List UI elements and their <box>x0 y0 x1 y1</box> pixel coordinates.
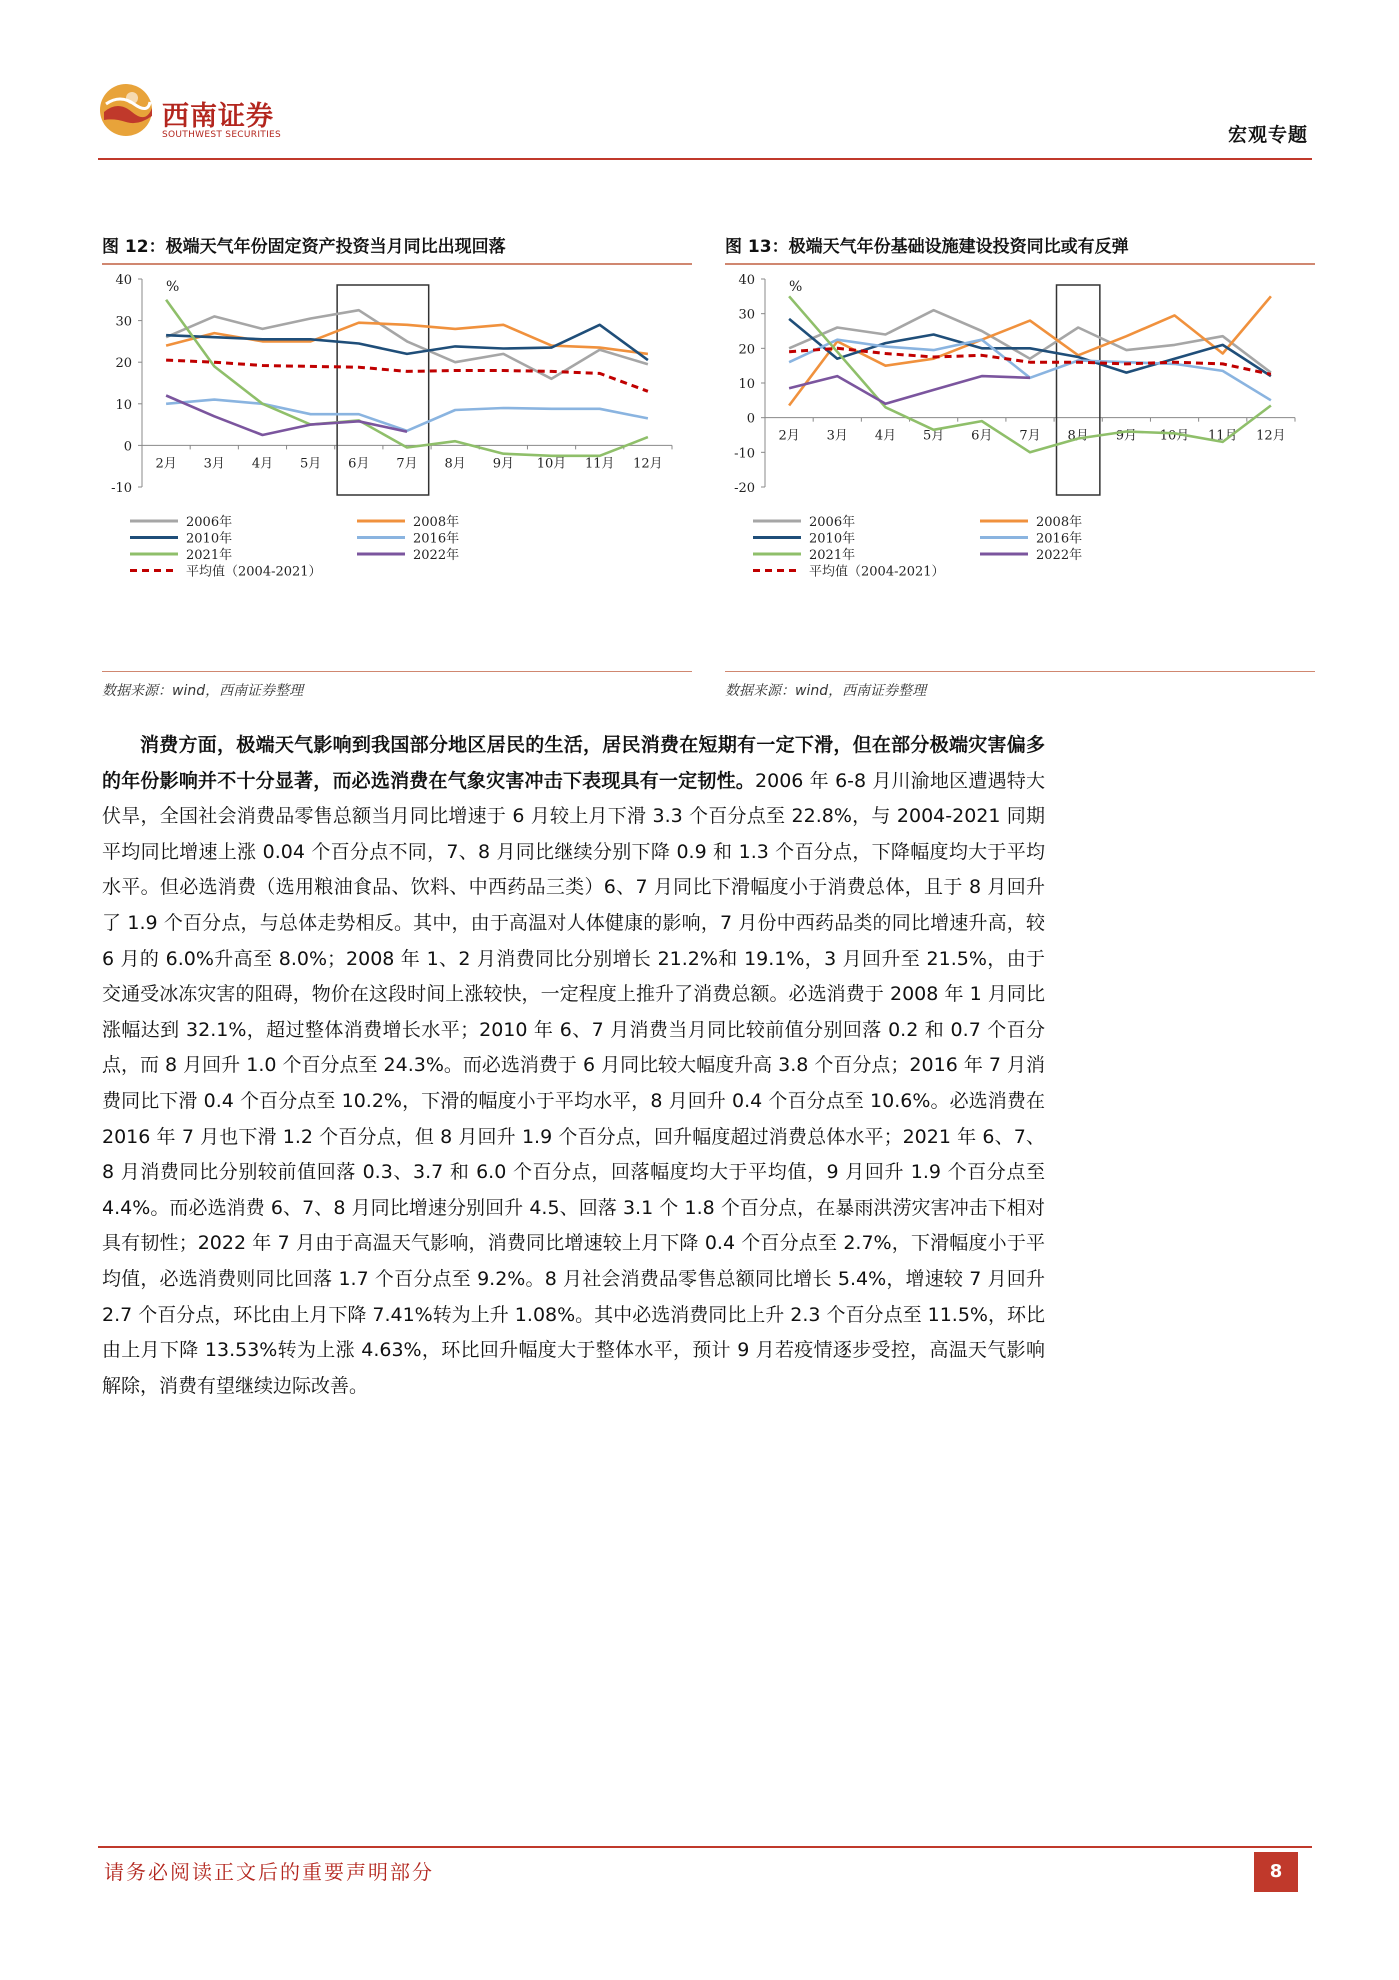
figure-12 <box>102 232 692 700</box>
figure-13-source: 数据来源：wind，西南证券整理 <box>725 683 927 699</box>
x-tick-label: 3月 <box>203 456 225 472</box>
header-divider <box>98 158 1312 160</box>
figure-12-title: 图 12：极端天气年份固定资产投资当月同比出现回落 <box>102 232 692 265</box>
x-tick-label: 12月 <box>633 456 663 472</box>
figure-13-title: 图 13：极端天气年份基础设施建设投资同比或有反弹 <box>725 232 1315 265</box>
x-tick-label: 5月 <box>922 428 945 444</box>
x-tick-label: 6月 <box>348 456 370 472</box>
section-label: 宏观专题 <box>1227 124 1308 146</box>
y-tick-label: -20 <box>734 481 755 496</box>
x-tick-label: 12月 <box>1256 428 1286 444</box>
x-tick-label: 8月 <box>444 456 466 472</box>
y-tick-label: 40 <box>115 273 132 288</box>
brand-name-en: SOUTHWEST SECURITIES <box>162 130 282 140</box>
legend-label-5: 2022年 <box>413 548 460 563</box>
y-tick-label: -10 <box>111 481 132 496</box>
x-tick-label: 10月 <box>1159 428 1190 444</box>
legend-label-4: 2021年 <box>186 548 233 563</box>
x-tick-label: 10月 <box>536 456 567 472</box>
series-line-5 <box>789 376 1030 404</box>
x-tick-label: 4月 <box>251 456 274 472</box>
x-tick-label: 3月 <box>826 428 848 444</box>
x-tick-label: 11月 <box>1207 428 1238 444</box>
unit-label: % <box>789 279 803 295</box>
y-tick-label: 30 <box>738 307 755 323</box>
legend-label-1: 2008年 <box>1036 515 1083 530</box>
x-tick-label: 2月 <box>778 428 800 444</box>
unit-label: % <box>166 279 180 295</box>
x-tick-label: 6月 <box>971 428 993 444</box>
highlight-box <box>1057 285 1100 495</box>
x-tick-label: 4月 <box>874 428 897 444</box>
figure-13-bottom-rule <box>725 671 1315 672</box>
y-tick-label: -10 <box>734 446 755 462</box>
x-tick-label: 7月 <box>1019 428 1041 444</box>
figure-12-chart <box>102 269 692 669</box>
y-tick-label: 0 <box>746 411 755 427</box>
y-tick-label: 10 <box>738 377 755 392</box>
y-tick-label: 30 <box>115 314 132 330</box>
brand-name-cn: 西南证券 <box>162 101 274 132</box>
legend-label-0: 2006年 <box>186 515 233 530</box>
legend-label-3: 2016年 <box>1036 531 1083 547</box>
legend-label-6: 平均值（2004-2021） <box>186 564 322 580</box>
x-tick-label: 9月 <box>1115 428 1138 444</box>
disclaimer-note: 请务必阅读正文后的重要声明部分 <box>104 1860 434 1884</box>
paragraph-body: 2006 年 6-8 月川渝地区遭遇特大伏旱，全国社会消费品零售总额当月同比增速于 6 月较上月下滑 3.3 个百分点至 22.8%，与 2004-2021 同期平均同比增速上涨 0.04 个百分点不同，7、8 月同比继续分别下降 0.9 和 1.3 个百分点，下降幅度均大于平均水平。但必选消费（选用粮油食品、饮料、中西药品三类）6、7 月同比下滑幅度小于消费总体，且于 8 月回升了 1.9 个百分点，与总体走势相反。其中，由于高温对人体健康的影响，7 月份中西药品类的同比增速升高，较 6 月的 6.0%升高至 8.0%；2008 年 1、2 月消费同比分别增长 21.2%和 19.1%，3 月回升至 21.5%，由于交通受冰冻灾害的阻碍，物价在这段时间上涨较快，一定程度上推升了消费总额。必选消费于 2008 年 1 月同比涨幅达到 32.1%，超过整体消费增长水平；2010 年 6、7 月消费当月同比较前值分别回落 0.2 和 0.7 个百分点，而 8 月回升 1.0 个百分点至 24.3%。而必选消费于 6 月同比较大幅度升高 3.8 个百分点；2016 年 7 月消费同比下滑 0.4 个百分点至 10.2%，下滑的幅度小于平均水平，8 月回升 0.4 个百分点至 10.6%。必选消费在 2016 年 7 月也下滑 1.2 个百分点，但 8 月回升 1.9 个百分点，回升幅度超过消费总体水平；2021 年 6、7、8 月消费同比分别较前值回落 0.3、3.7 和 6.0 个百分点，回落幅度均大于平均值，9 月回升 1.9 个百分点至 4.4%。而必选消费 6、7、8 月同比增速分别回升 4.5、回落 3.1 个 1.8 个百分点，在暴雨洪涝灾害冲击下相对具有韧性；2022 年 7 月由于高温天气影响，消费同比增速较上月下降 0.4 个百分点至 2.7%，下滑幅度小于平均值，必选消费则同比回落 1.7 个百分点至 9.2%。8 月社会消费品零售总额同比增长 5.4%，增速较 7 月回升 2.7 个百分点，环比由上月下降 7.41%转为上升 1.08%。其中必选消费同比上升 2.3 个百分点至 11.5%，环比由上月下降 13.53%转为上涨 4.63%，环比回升幅度大于整体水平，预计 9 月若疫情逐步受控，高温天气影响解除，消费有望继续边际改善。 <box>102 769 1045 1397</box>
legend-label-2: 2010年 <box>186 531 233 547</box>
page-header <box>98 82 1310 162</box>
x-tick-label: 7月 <box>396 456 418 472</box>
legend-label-4: 2021年 <box>809 548 856 563</box>
series-line-0 <box>166 310 648 379</box>
figure-13-chart <box>725 269 1315 669</box>
figure-13 <box>725 232 1315 700</box>
y-tick-label: 40 <box>738 273 755 288</box>
y-tick-label: 0 <box>123 439 132 455</box>
x-tick-label: 8月 <box>1067 428 1089 444</box>
x-tick-label: 11月 <box>584 456 615 472</box>
x-tick-label: 9月 <box>492 456 515 472</box>
southwest-securities-logo-icon <box>98 82 154 138</box>
figure-12-bottom-rule <box>102 671 692 672</box>
y-tick-label: 20 <box>115 356 132 372</box>
y-tick-label: 20 <box>738 342 755 358</box>
paragraph-lead: 消费方面，极端天气影响到我国部分地区居民的生活，居民消费在短期有一定下滑，但在部分极端灾害偏多的年份影响并不十分显著，而必选消费在气象灾害冲击下表现具有一定韧性。 <box>102 734 1045 792</box>
footer-divider <box>98 1846 1312 1848</box>
consumption-analysis-paragraph <box>102 728 1045 1404</box>
page-number: 8 <box>1254 1852 1298 1892</box>
legend-label-5: 2022年 <box>1036 548 1083 563</box>
x-tick-label: 2月 <box>155 456 177 472</box>
figure-12-source: 数据来源：wind，西南证券整理 <box>102 683 304 699</box>
legend-label-0: 2006年 <box>809 515 856 530</box>
y-tick-label: 10 <box>115 397 132 413</box>
legend-label-6: 平均值（2004-2021） <box>809 564 945 580</box>
legend-label-2: 2010年 <box>809 531 856 547</box>
x-tick-label: 5月 <box>299 456 322 472</box>
legend-label-1: 2008年 <box>413 515 460 530</box>
legend-label-3: 2016年 <box>413 531 460 547</box>
